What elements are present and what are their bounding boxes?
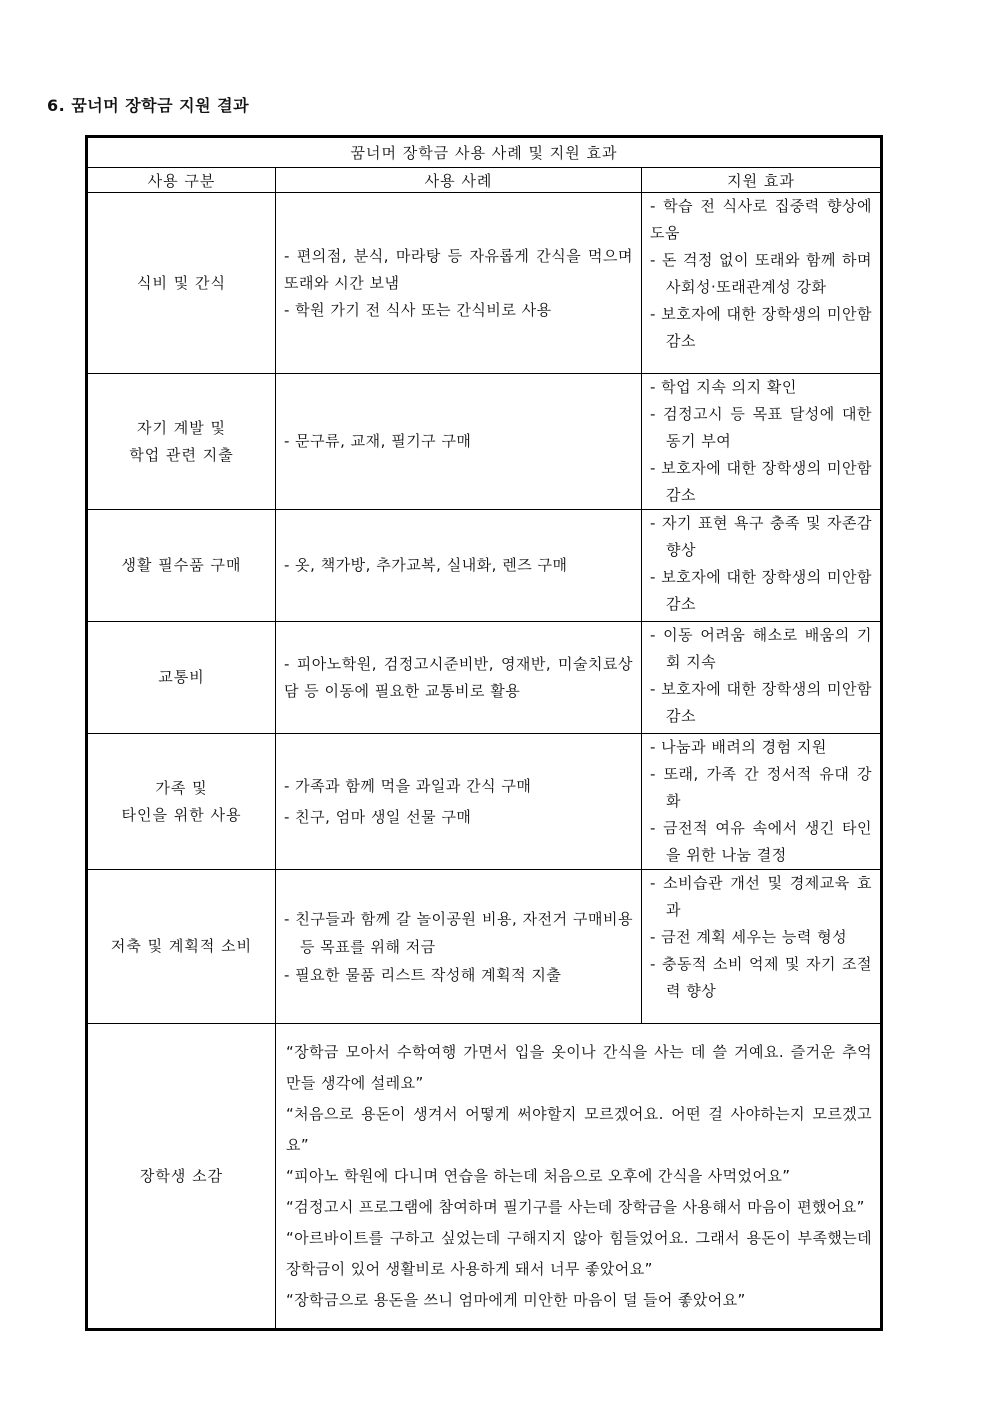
table-row: [87, 622, 882, 734]
testimonial-quote: “피아노 학원에 다니며 연습을 하는데 처음으로 오후에 간식을 사먹었어요”: [286, 1166, 791, 1185]
effect-item: - 금전 계획 세우는 능력 형성: [650, 928, 848, 946]
section-heading: 6. 꿈너머 장학금 지원 결과: [47, 96, 250, 115]
effect-item: - 보호자에 대한 장학생의 미안함 감소: [650, 680, 873, 725]
row-category: [87, 734, 276, 870]
category-text: 식비 및 간식: [137, 273, 226, 292]
table-row: [87, 374, 882, 510]
table-row: [87, 734, 882, 870]
row-category: [87, 510, 276, 622]
effect-item: - 또래, 가족 간 정서적 유대 강화: [650, 765, 873, 810]
scholarship-results-table: [85, 135, 883, 1331]
row-category: [87, 374, 276, 510]
row-cases: [276, 510, 642, 622]
row-effects: [642, 193, 882, 374]
category-text: 저축 및 계획적 소비: [110, 937, 253, 955]
effect-item: - 나눔과 배려의 경험 지원: [650, 738, 827, 756]
header-category: 사용 구분: [87, 168, 276, 193]
effect-item: - 금전적 여유 속에서 생긴 타인을 위한 나눔 결정: [650, 819, 873, 864]
testimonial-quote: “처음으로 용돈이 생겨서 어떻게 써야할지 모르겠어요. 어떤 걸 사야하는지 모르겠고요”: [286, 1104, 873, 1154]
row-effects: [642, 622, 882, 734]
effect-item: - 돈 걱정 없이 또래와 함께 하며 사회성·또래관계성 강화: [650, 251, 873, 296]
row-category: [87, 622, 276, 734]
case-item: - 필요한 물품 리스트 작성해 계획적 지출: [284, 965, 562, 984]
table-row: [87, 870, 882, 1024]
effect-item: - 충동적 소비 억제 및 자기 조절력 향상: [650, 955, 873, 1000]
category-text: 교통비: [158, 668, 205, 686]
row-effects: [642, 870, 882, 1024]
row-effects: [642, 734, 882, 870]
effect-item: - 검정고시 등 목표 달성에 대한 동기 부여: [650, 405, 873, 450]
row-cases: [276, 374, 642, 510]
row-cases: [276, 622, 642, 734]
header-effects: 지원 효과: [642, 168, 882, 193]
table-title: 꿈너머 장학금 사용 사례 및 지원 효과: [87, 137, 882, 168]
testimonial-quote: “장학금으로 용돈을 쓰니 엄마에게 미안한 마음이 덜 들어 좋았어요”: [286, 1290, 746, 1309]
testimonial-quotes: [276, 1024, 882, 1330]
row-category: [87, 193, 276, 374]
case-item: - 친구들과 함께 갈 놀이공원 비용, 자전거 구매비용 등 목표를 위해 저금: [284, 909, 633, 956]
effect-item: - 보호자에 대한 장학생의 미안함 감소: [650, 459, 873, 504]
category-text: 가족 및: [155, 778, 208, 797]
case-item: - 학원 가기 전 식사 또는 간식비로 사용: [284, 300, 552, 319]
category-text: 생활 필수품 구매: [121, 556, 242, 574]
testimonial-quote: “아르바이트를 구하고 싶었는데 구해지지 않아 힘들었어요. 그래서 용돈이 부족했는데 장학금이 있어 생활비로 사용하게 돼서 너무 좋았어요”: [286, 1228, 873, 1278]
row-cases: [276, 870, 642, 1024]
table-row: [87, 510, 882, 622]
case-item: - 가족과 함께 먹을 과일과 간식 구매: [284, 776, 532, 795]
table-title-row: [87, 137, 882, 168]
effect-item: - 보호자에 대한 장학생의 미안함 감소: [650, 568, 873, 613]
row-category: [87, 870, 276, 1024]
category-text: 학업 관련 지출: [129, 445, 234, 464]
case-item: - 편의점, 분식, 마라탕 등 자유롭게 간식을 먹으며 또래와 시간 보냄: [284, 246, 633, 292]
category-text: 타인을 위한 사용: [121, 805, 242, 824]
testimonial-quote: “장학금 모아서 수학여행 가면서 입을 옷이나 간식을 사는 데 쓸 거예요. 즐거운 추억 만들 생각에 설레요”: [286, 1042, 873, 1092]
category-text: 자기 계발 및: [137, 418, 226, 437]
effect-item: - 소비습관 개선 및 경제교육 효과: [650, 874, 873, 919]
table-row: [87, 193, 882, 374]
testimonial-quote: “검정고시 프로그램에 참여하며 필기구를 사는데 장학금을 사용해서 마음이 편했어요”: [286, 1197, 865, 1216]
row-cases: [276, 734, 642, 870]
case-item: - 옷, 책가방, 추가교복, 실내화, 렌즈 구매: [284, 556, 568, 574]
row-effects: [642, 374, 882, 510]
case-item: - 문구류, 교재, 필기구 구매: [284, 432, 472, 450]
row-category: 장학생 소감: [87, 1024, 276, 1330]
effect-item: - 보호자에 대한 장학생의 미안함 감소: [650, 305, 873, 350]
effect-item: - 자기 표현 욕구 충족 및 자존감 향상: [650, 514, 873, 559]
case-item: - 피아노학원, 검정고시준비반, 영재반, 미술치료상담 등 이동에 필요한 교통비로 활용: [284, 654, 633, 700]
header-cases: 사용 사례: [276, 168, 642, 193]
case-item: - 친구, 엄마 생일 선물 구매: [284, 807, 472, 826]
table-header-row: [87, 168, 882, 193]
effect-item: - 학습 전 식사로 집중력 향상에 도움: [650, 197, 873, 242]
row-effects: [642, 510, 882, 622]
row-cases: [276, 193, 642, 374]
effect-item: - 이동 어려움 해소로 배움의 기회 지속: [650, 626, 873, 671]
effect-item: - 학업 지속 의지 확인: [650, 378, 797, 396]
testimonial-row: [87, 1024, 882, 1330]
